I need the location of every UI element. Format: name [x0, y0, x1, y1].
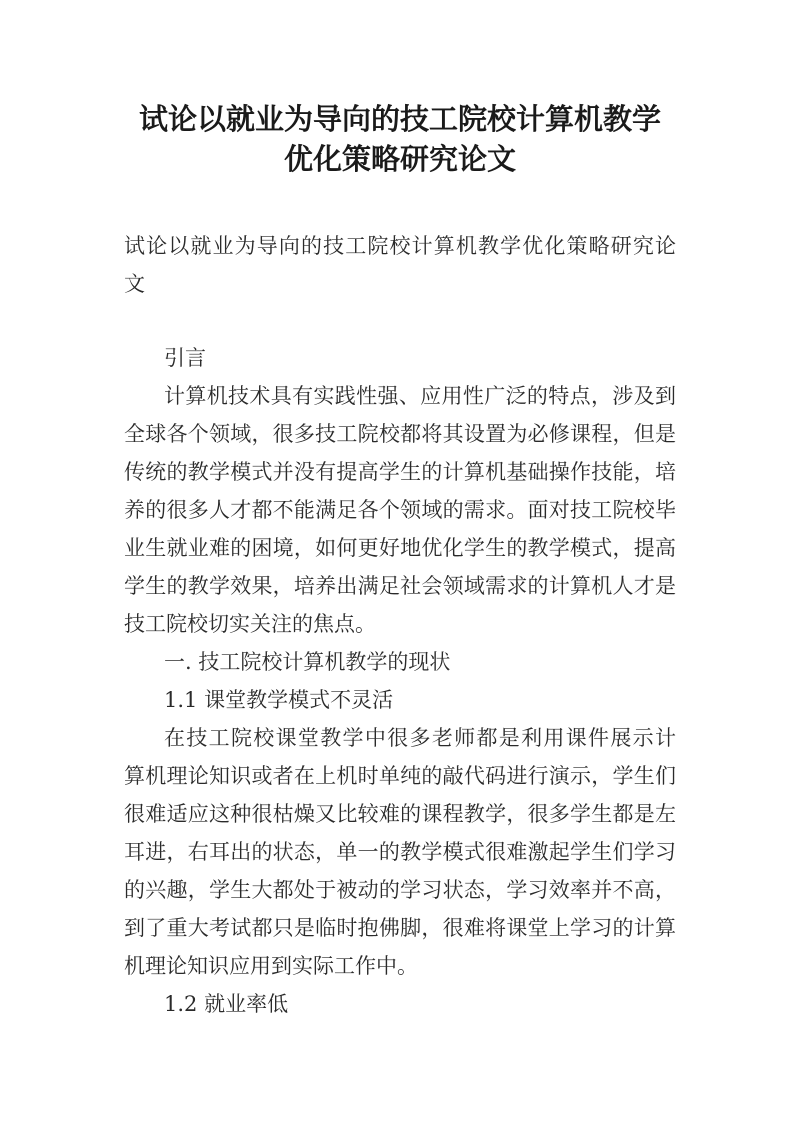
paragraph-line: 全球各个领域，很多技工院校都将其设置为必修课程，但是 — [124, 422, 676, 446]
subtitle-line-2: 文 — [124, 272, 145, 296]
paragraph-line: 养的很多人才都不能满足各个领域的需求。面对技工院校毕 — [124, 498, 676, 522]
paragraph-line: 的兴趣，学生大都处于被动的学习状态，学习效率并不高， — [124, 878, 676, 902]
paragraph-line: 到了重大考试都只是临时抱佛脚，很难将课堂上学习的计算 — [124, 916, 676, 940]
paragraph-line: 技工院校切实关注的焦点。 — [124, 612, 376, 636]
intro-heading: 引言 — [164, 346, 206, 370]
paragraph-line: 很难适应这种很枯燥又比较难的课程教学，很多学生都是左 — [124, 802, 676, 826]
section-heading: 一. 技工院校计算机教学的现状 — [164, 650, 451, 674]
paragraph-line: 学生的教学效果，培养出满足社会领域需求的计算机人才是 — [124, 574, 676, 598]
subsection-heading: 1.1 课堂教学模式不灵活 — [164, 688, 394, 712]
document-title-line-1: 试论以就业为导向的技工院校计算机教学 — [138, 102, 661, 136]
paragraph-line: 传统的教学模式并没有提高学生的计算机基础操作技能，培 — [124, 460, 676, 484]
document-title-line-2: 优化策略研究论文 — [283, 142, 516, 176]
subsection-heading: 1.2 就业率低 — [164, 992, 289, 1016]
paragraph-line: 计算机技术具有实践性强、应用性广泛的特点，涉及到 — [164, 384, 676, 408]
paragraph-line: 算机理论知识或者在上机时单纯的敲代码进行演示，学生们 — [124, 764, 676, 788]
paragraph-line: 机理论知识应用到实际工作中。 — [124, 954, 418, 978]
paragraph-line: 业生就业难的困境，如何更好地优化学生的教学模式，提高 — [124, 536, 676, 560]
paragraph-line: 耳进，右耳出的状态，单一的教学模式很难激起学生们学习 — [124, 840, 676, 864]
paragraph-line: 在技工院校课堂教学中很多老师都是利用课件展示计 — [164, 726, 676, 750]
subtitle-line-1: 试论以就业为导向的技工院校计算机教学优化策略研究论 — [124, 234, 676, 258]
